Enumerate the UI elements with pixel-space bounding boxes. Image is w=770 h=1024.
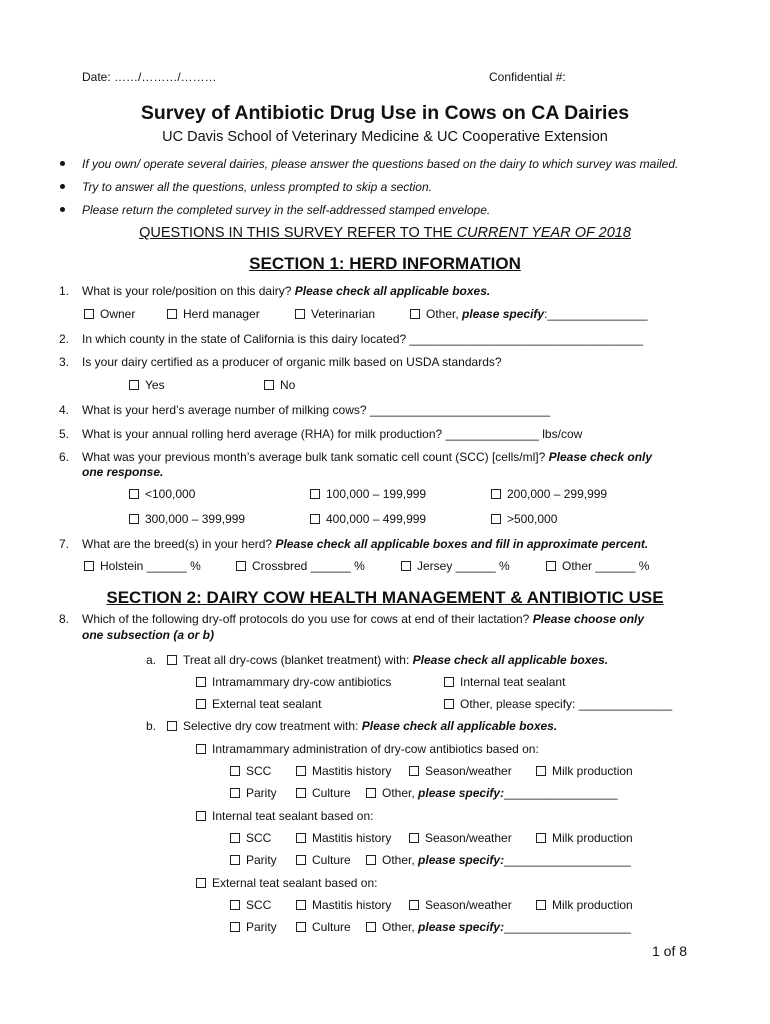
- q7-number: 7.: [59, 537, 70, 551]
- q6-opt-gt500k[interactable]: [491, 513, 557, 525]
- option-label: Parity: [246, 920, 277, 934]
- checkbox-icon[interactable]: [444, 699, 454, 709]
- option-label: Milk production: [552, 764, 633, 778]
- checkbox-icon[interactable]: [536, 900, 546, 910]
- section2-title: SECTION 2: DAIRY COW HEALTH MANAGEMENT & ANTIBIOTIC USE: [106, 588, 664, 607]
- q3-yes-checkbox[interactable]: [129, 379, 165, 391]
- checkbox-icon[interactable]: [409, 833, 419, 843]
- option-label: _________________: [504, 786, 618, 800]
- checkbox-icon[interactable]: [167, 721, 177, 731]
- q7-crossbred-checkbox[interactable]: [236, 560, 365, 572]
- option-label: External teat sealant based on:: [212, 876, 378, 890]
- option-label: Intramammary administration of dry-cow antibiotics based on:: [212, 742, 539, 756]
- option-label: Culture: [312, 920, 351, 934]
- option-label: Treat all dry-cows (blanket treatment) with:: [183, 653, 413, 667]
- q7-text: [82, 538, 648, 550]
- g1-culture-checkbox[interactable]: [296, 787, 351, 799]
- g3-parity-checkbox[interactable]: [230, 921, 277, 933]
- checkbox-icon[interactable]: [196, 744, 206, 754]
- option-label: 100,000 – 199,999: [326, 487, 427, 501]
- option-label: Other,: [382, 853, 419, 867]
- checkbox-icon[interactable]: [491, 514, 501, 524]
- q8a-intramammary-checkbox[interactable]: [196, 676, 391, 688]
- option-label: Season/weather: [425, 898, 512, 912]
- g2-culture-checkbox[interactable]: [296, 854, 351, 866]
- q3-number: 3.: [59, 355, 70, 369]
- checkbox-icon[interactable]: [491, 489, 501, 499]
- option-label: Intramammary dry-cow antibiotics: [212, 675, 392, 689]
- g3-mastitis-checkbox[interactable]: [296, 899, 391, 911]
- checkbox-icon[interactable]: [444, 677, 454, 687]
- option-label: :_______________: [544, 307, 648, 321]
- option-label: Selective dry cow treatment with:: [183, 719, 362, 733]
- option-label: 300,000 – 399,999: [145, 512, 246, 526]
- option-label: SCC: [246, 831, 272, 845]
- option-label: Please check all applicable boxes.: [412, 653, 609, 667]
- checkbox-icon[interactable]: [129, 514, 139, 524]
- checkbox-icon[interactable]: [546, 561, 556, 571]
- option-label: Other,: [382, 786, 419, 800]
- checkbox-icon[interactable]: [230, 900, 240, 910]
- q6-question: What was your previous month’s average bulk tank somatic cell count (SCC) [cells/ml]?: [82, 450, 549, 464]
- option-label: please specify:: [418, 920, 505, 934]
- bullet-icon: [60, 184, 65, 189]
- checkbox-icon[interactable]: [409, 766, 419, 776]
- q1-instruction: Please check all applicable boxes.: [294, 284, 491, 298]
- option-label: Herd manager: [183, 307, 260, 321]
- option-label: please specify:: [418, 786, 505, 800]
- q1-veterinarian-checkbox[interactable]: [295, 308, 375, 320]
- q3-text: Is your dairy certified as a producer of organic milk based on USDA standards?: [82, 355, 502, 369]
- checkbox-icon[interactable]: [536, 833, 546, 843]
- g2-milk-production-checkbox[interactable]: [536, 832, 633, 844]
- q7-instruction: Please check all applicable boxes and fill in approximate percent.: [275, 537, 649, 551]
- q8a-external-sealant-checkbox[interactable]: [196, 698, 321, 710]
- q1-text: [82, 285, 490, 297]
- checkbox-icon[interactable]: [310, 514, 320, 524]
- option-label: Culture: [312, 853, 351, 867]
- checkbox-icon[interactable]: [366, 788, 376, 798]
- q6-opt-200k-299k[interactable]: [491, 488, 607, 500]
- option-label: ___________________: [504, 920, 631, 934]
- option-label: SCC: [246, 764, 272, 778]
- option-label: No: [280, 378, 296, 392]
- option-label: Mastitis history: [312, 831, 392, 845]
- checkbox-icon[interactable]: [310, 489, 320, 499]
- option-label: Veterinarian: [311, 307, 376, 321]
- option-label: ___________________: [504, 853, 631, 867]
- option-label: Mastitis history: [312, 898, 392, 912]
- checkbox-icon[interactable]: [196, 811, 206, 821]
- checkbox-icon[interactable]: [167, 309, 177, 319]
- section1-title: SECTION 1: HERD INFORMATION: [249, 254, 521, 273]
- checkbox-icon[interactable]: [167, 655, 177, 665]
- checkbox-icon[interactable]: [129, 489, 139, 499]
- option-label: please specify: [462, 307, 545, 321]
- option-label: Please check all applicable boxes.: [361, 719, 558, 733]
- checkbox-icon[interactable]: [295, 309, 305, 319]
- g1-scc-checkbox[interactable]: [230, 765, 271, 777]
- page-subtitle: UC Davis School of Veterinary Medicine & UC Cooperative Extension: [162, 129, 608, 145]
- option-label: 200,000 – 299,999: [507, 487, 608, 501]
- q3-no-checkbox[interactable]: [264, 379, 295, 391]
- bullet-icon: [60, 207, 65, 212]
- q4-text[interactable]: What is your herd’s average number of milking cows? ___________________________: [82, 403, 551, 417]
- checkbox-icon[interactable]: [84, 561, 94, 571]
- option-label: Parity: [246, 786, 277, 800]
- q5-number: 5.: [59, 427, 70, 441]
- instruction-bullet: Please return the completed survey in the self-addressed stamped envelope.: [82, 203, 491, 217]
- q6-opt-400k-499k[interactable]: [310, 513, 426, 525]
- checkbox-icon[interactable]: [236, 561, 246, 571]
- checkbox-icon[interactable]: [196, 677, 206, 687]
- g1-other-checkbox[interactable]: [366, 787, 618, 799]
- checkbox-icon[interactable]: [230, 922, 240, 932]
- option-label: Mastitis history: [312, 764, 392, 778]
- g2-season-checkbox[interactable]: [409, 832, 512, 844]
- date-field: Date: ……/………/………: [82, 70, 217, 84]
- q6-text: [82, 451, 652, 463]
- q8-question: Which of the following dry-off protocols do you use for cows at end of their lactation?: [82, 612, 533, 626]
- q8-instruction: Please choose only: [532, 612, 645, 626]
- q7-holstein-checkbox[interactable]: [84, 560, 201, 572]
- q1-other-checkbox[interactable]: [410, 308, 648, 320]
- option-label: Milk production: [552, 831, 633, 845]
- option-label: Yes: [145, 378, 165, 392]
- confidential-field: Confidential #:: [489, 70, 566, 84]
- checkbox-icon[interactable]: [129, 380, 139, 390]
- option-label: Milk production: [552, 898, 633, 912]
- checkbox-icon[interactable]: [366, 855, 376, 865]
- checkbox-icon[interactable]: [296, 833, 306, 843]
- option-label: Crossbred ______ %: [252, 559, 365, 573]
- checkbox-icon[interactable]: [410, 309, 420, 319]
- checkbox-icon[interactable]: [230, 766, 240, 776]
- option-label: please specify:: [418, 853, 505, 867]
- q1-question: What is your role/position on this dairy?: [82, 284, 295, 298]
- q7-jersey-checkbox[interactable]: [401, 560, 510, 572]
- g1-parity-checkbox[interactable]: [230, 787, 277, 799]
- q8a-other-checkbox[interactable]: [444, 698, 672, 710]
- checkbox-icon[interactable]: [196, 699, 206, 709]
- q8-number: 8.: [59, 612, 70, 626]
- g3-other-checkbox[interactable]: [366, 921, 631, 933]
- option-label: Season/weather: [425, 831, 512, 845]
- page-number: 1 of 8: [652, 943, 688, 959]
- checkbox-icon[interactable]: [296, 788, 306, 798]
- checkbox-icon[interactable]: [409, 900, 419, 910]
- checkbox-icon[interactable]: [264, 380, 274, 390]
- checkbox-icon[interactable]: [296, 855, 306, 865]
- q8a-internal-sealant-checkbox[interactable]: [444, 676, 565, 688]
- option-label: 400,000 – 499,999: [326, 512, 427, 526]
- q2-number: 2.: [59, 332, 70, 346]
- q6-number: 6.: [59, 450, 70, 464]
- option-label: Parity: [246, 853, 277, 867]
- q2-text[interactable]: In which county in the state of California is this dairy located? ___________________________________: [82, 332, 644, 346]
- g2-other-checkbox[interactable]: [366, 854, 631, 866]
- option-label: Culture: [312, 786, 351, 800]
- g3-culture-checkbox[interactable]: [296, 921, 351, 933]
- q1-herd-manager-checkbox[interactable]: [167, 308, 260, 320]
- q8a-label: a.: [146, 653, 157, 667]
- checkbox-icon[interactable]: [230, 788, 240, 798]
- option-label: <100,000: [145, 487, 196, 501]
- checkbox-icon[interactable]: [196, 878, 206, 888]
- g2-scc-checkbox[interactable]: [230, 832, 271, 844]
- instruction-bullet: If you own/ operate several dairies, please answer the questions based on the dairy to which survey was mailed.: [82, 157, 679, 171]
- option-label: External teat sealant: [212, 697, 322, 711]
- g1-milk-production-checkbox[interactable]: [536, 765, 633, 777]
- instruction-bullet: Try to answer all the questions, unless prompted to skip a section.: [82, 180, 432, 194]
- q8-instruction-cont: one subsection (a or b): [82, 628, 215, 642]
- reference-year-note: [0, 226, 770, 241]
- q8b-internal-sealant-checkbox[interactable]: [196, 810, 373, 822]
- q7-other-checkbox[interactable]: [546, 560, 649, 572]
- g3-season-checkbox[interactable]: [409, 899, 512, 911]
- q8-text: [82, 613, 644, 625]
- option-label: Jersey ______ %: [417, 559, 510, 573]
- option-label: Internal teat sealant based on:: [212, 809, 374, 823]
- checkbox-icon[interactable]: [84, 309, 94, 319]
- option-label: Owner: [100, 307, 136, 321]
- option-label: Other ______ %: [562, 559, 650, 573]
- q8b-selective-checkbox[interactable]: [167, 720, 557, 732]
- q1-owner-checkbox[interactable]: [84, 308, 135, 320]
- checkbox-icon[interactable]: [230, 833, 240, 843]
- q1-number: 1.: [59, 284, 70, 298]
- option-label: Other,: [426, 307, 463, 321]
- reference-emphasis: CURRENT YEAR OF 2018: [456, 225, 631, 241]
- option-label: Other, please specify: ______________: [460, 697, 673, 711]
- g3-scc-checkbox[interactable]: [230, 899, 271, 911]
- option-label: >500,000: [507, 512, 558, 526]
- g1-season-checkbox[interactable]: [409, 765, 512, 777]
- q6-opt-300k-399k[interactable]: [129, 513, 245, 525]
- option-label: Season/weather: [425, 764, 512, 778]
- q7-question: What are the breed(s) in your herd?: [82, 537, 276, 551]
- checkbox-icon[interactable]: [536, 766, 546, 776]
- option-label: Holstein ______ %: [100, 559, 201, 573]
- reference-prefix: QUESTIONS IN THIS SURVEY REFER TO THE: [139, 225, 457, 241]
- option-label: Internal teat sealant: [460, 675, 566, 689]
- option-label: SCC: [246, 898, 272, 912]
- checkbox-icon[interactable]: [296, 922, 306, 932]
- q8b-external-sealant-checkbox[interactable]: [196, 877, 377, 889]
- checkbox-icon[interactable]: [296, 766, 306, 776]
- bullet-icon: [60, 161, 65, 166]
- checkbox-icon[interactable]: [296, 900, 306, 910]
- g3-milk-production-checkbox[interactable]: [536, 899, 633, 911]
- q6-instruction: Please check only: [548, 450, 653, 464]
- q8b-label: b.: [146, 719, 157, 733]
- page-title: Survey of Antibiotic Drug Use in Cows on CA Dairies: [140, 102, 630, 124]
- q8a-blanket-checkbox[interactable]: [167, 654, 608, 666]
- q8b-intramammary-checkbox[interactable]: [196, 743, 539, 755]
- q6-opt-100k-199k[interactable]: [310, 488, 426, 500]
- checkbox-icon[interactable]: [366, 922, 376, 932]
- q5-text[interactable]: What is your annual rolling herd average (RHA) for milk production? ______________ lbs/cow: [82, 427, 583, 441]
- checkbox-icon[interactable]: [230, 855, 240, 865]
- g2-parity-checkbox[interactable]: [230, 854, 277, 866]
- q6-opt-lt100k[interactable]: [129, 488, 195, 500]
- q4-number: 4.: [59, 403, 70, 417]
- q6-instruction-cont: one response.: [82, 465, 164, 479]
- g2-mastitis-checkbox[interactable]: [296, 832, 391, 844]
- option-label: Other,: [382, 920, 419, 934]
- checkbox-icon[interactable]: [401, 561, 411, 571]
- g1-mastitis-checkbox[interactable]: [296, 765, 391, 777]
